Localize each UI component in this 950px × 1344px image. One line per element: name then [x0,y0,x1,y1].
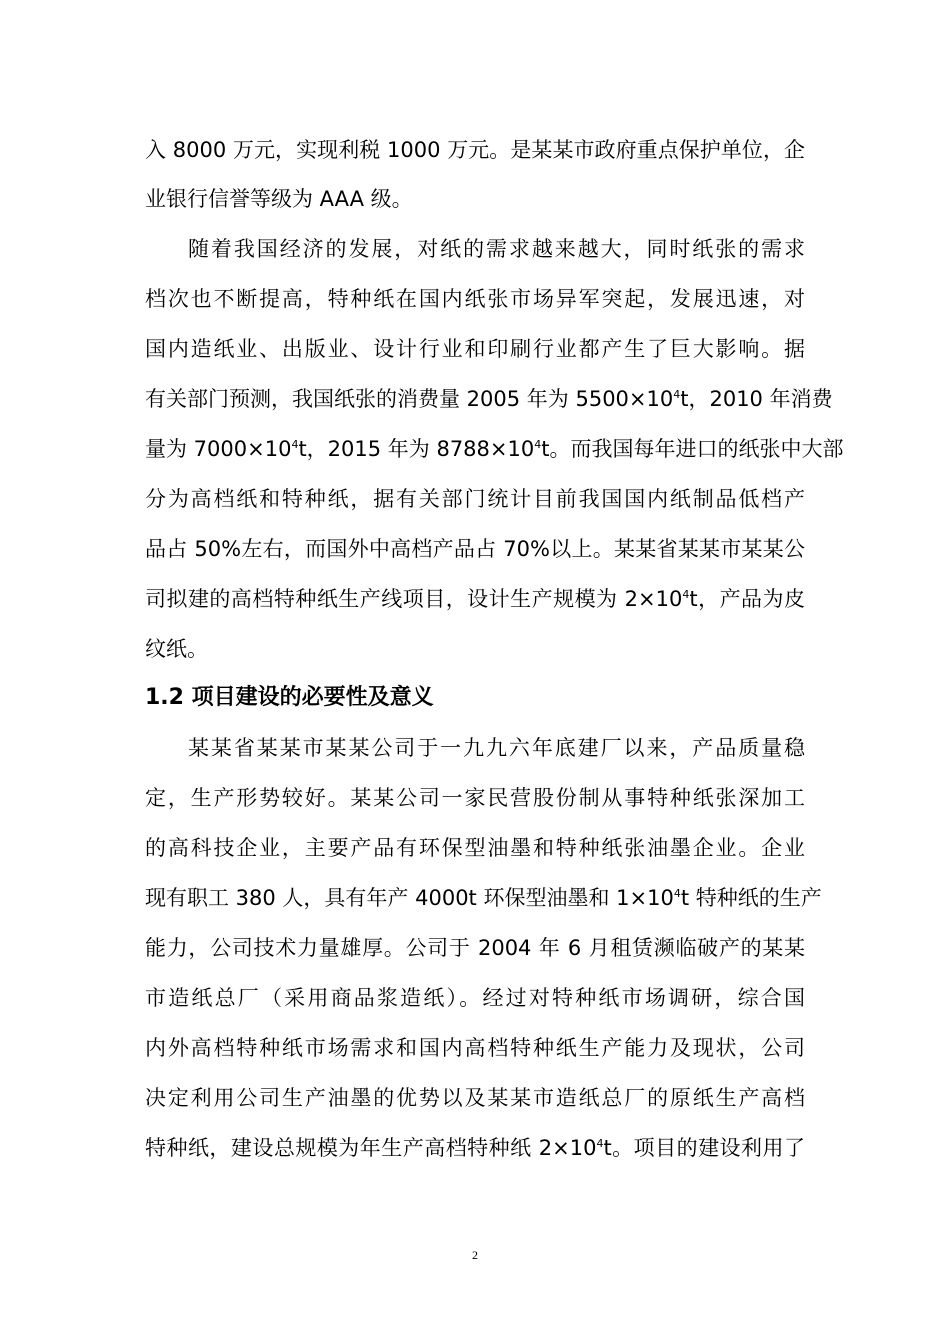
text-run: t。而我国每年进口的纸张中大部 [541,437,844,461]
text-run: t，产品为皮 [689,587,806,611]
paragraph-line: 档次也不断提高，特种纸在国内纸张市场异军突起，发展迅速，对 [145,287,805,311]
text-run: 司拟建的高档特种纸生产线项目，设计生产规模为 2×10 [145,587,683,611]
text-run: 有关部门预测，我国纸张的消费量 2005 年为 5500×10 [145,387,674,411]
superscript: 4 [682,588,690,601]
paragraph-line: 某某省某某市某某公司于一九九六年底建厂以来，产品质量稳 [188,736,805,760]
paragraph-line [145,584,805,614]
paragraph-line: 随着我国经济的发展，对纸的需求越来越大，同时纸张的需求 [188,237,805,261]
superscript: 4 [596,1137,604,1150]
paragraph-line: 国内造纸业、出版业、设计行业和印刷行业都产生了巨大影响。据 [145,337,805,361]
paragraph-line [145,883,822,913]
paragraph-line: 入 8000 万元，实现利税 1000 万元。是某某市政府重点保护单位，企 [145,138,805,162]
paragraph-line: 能力，公司技术力量雄厚。公司于 2004 年 6 月租赁濒临破产的某某 [145,936,805,960]
text-run: t。项目的建设利用了 [603,1136,805,1160]
paragraph-line: 品占 50%左右，而国外中高档产品占 70%以上。某某省某某市某某公 [145,537,805,561]
paragraph-line: 纹纸。 [145,637,208,661]
text-run: t 特种纸的生产 [680,886,822,910]
paragraph-line: 定，生产形势较好。某某公司一家民营股份制从事特种纸张深加工 [145,786,805,810]
text-run: t，2015 年为 8788×10 [298,437,535,461]
section-heading: 1.2 项目建设的必要性及意义 [145,685,434,710]
text-run: 现有职工 380 人，具有年产 4000t 环保型油墨和 1×10 [145,886,674,910]
paragraph-line [145,434,844,464]
page-number: 2 [472,1248,478,1262]
paragraph-line [145,1133,805,1163]
superscript: 4 [673,388,681,401]
text-run: t，2010 年消费 [680,387,833,411]
superscript: 4 [673,887,681,900]
paragraph-line: 分为高档纸和特种纸，据有关部门统计目前我国国内纸制品低档产 [145,487,805,511]
paragraph-line: 内外高档特种纸市场需求和国内高档特种纸生产能力及现状，公司 [145,1036,805,1060]
superscript: 4 [291,438,299,451]
superscript: 4 [534,438,542,451]
paragraph-line: 决定利用公司生产油墨的优势以及某某市造纸总厂的原纸生产高档 [145,1086,805,1110]
text-run: 量为 7000×10 [145,437,292,461]
paragraph-line: 市造纸总厂（采用商品浆造纸）。经过对特种纸市场调研，综合国 [145,986,805,1010]
paragraph-line: 的高科技企业，主要产品有环保型油墨和特种纸张油墨企业。企业 [145,836,805,860]
paragraph-line: 业银行信誉等级为 AAA 级。 [145,187,413,211]
paragraph-line [145,384,833,414]
text-run: 特种纸，建设总规模为年生产高档特种纸 2×10 [145,1136,597,1160]
